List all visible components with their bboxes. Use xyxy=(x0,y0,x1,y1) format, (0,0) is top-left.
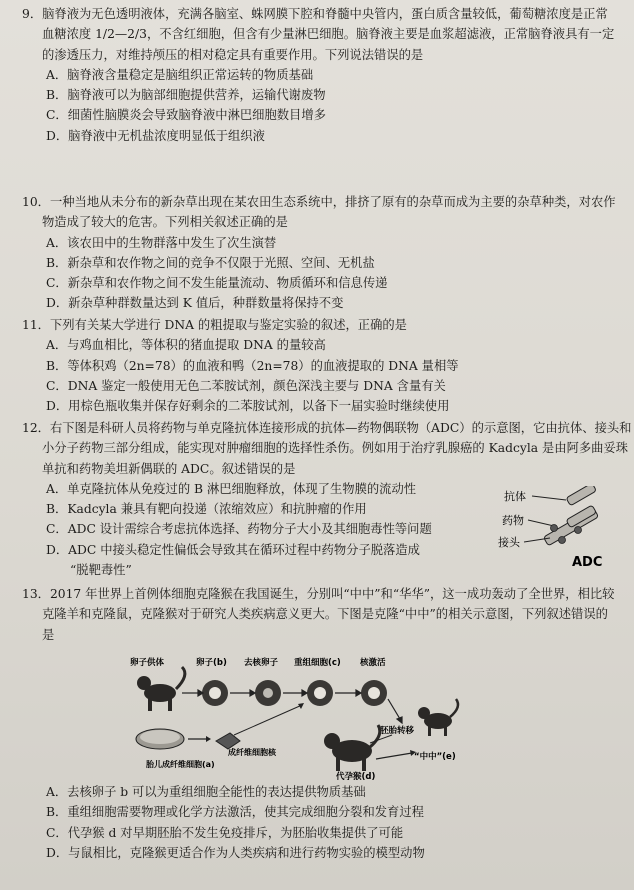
fibroblast-icon xyxy=(216,733,240,749)
label-egg-donor: 卵子供体 xyxy=(130,658,165,668)
petri-dish-icon xyxy=(136,729,184,749)
question-10-option-c: C．新杂草和农作物之间不发生能量流动、物质循环和信息传递 xyxy=(46,276,388,291)
label-fetal-fibroblast: 胎儿成纤维细胞(a) xyxy=(146,760,215,769)
question-11-option-b: B．等体积鸡（2n=78）的血液和鸭（2n=78）的血液提取的 DNA 量相等 xyxy=(46,358,459,373)
label-enucleated-egg: 去核卵子 xyxy=(244,658,279,668)
question-9-option-c: C．细菌性脑膜炎会导致脑脊液中淋巴细胞数目增多 xyxy=(46,108,326,123)
question-9 xyxy=(22,4,618,146)
reconstructed-cell-icon xyxy=(307,680,333,706)
activated-cell-icon xyxy=(361,680,387,706)
label-egg-b: 卵子(b) xyxy=(196,658,227,668)
zhongzhong-monkey-icon xyxy=(418,699,458,736)
question-13-option-c: C．代孕猴 d 对早期胚胎不发生免疫排斥，为胚胎收集提供了可能 xyxy=(46,825,404,840)
question-10-option-d: D．新杂草种群数量达到 K 值后，种群数量将保持不变 xyxy=(46,296,344,311)
label-fibroblast-nucleus: 成纤维细胞核 xyxy=(228,748,276,757)
egg-donor-monkey-icon xyxy=(137,667,185,711)
question-12-option-b: B．Kadcyla 兼具有靶向投递（浓缩效应）和抗肿瘤的作用 xyxy=(46,502,367,517)
question-10-stem: 10．一种当地从未分布的新杂草出现在某农田生态系统中，排挤了原有的杂草而成为主要的杂草种类，对农作物造成了较大的危害。下列相关叙述正确的是 xyxy=(22,195,616,230)
question-11-stem: 11．下列有关某大学进行 DNA 的粗提取与鉴定实验的叙述，正确的是 xyxy=(22,318,407,332)
label-surrogate: 代孕猴(d) xyxy=(336,772,376,780)
antibody-shape xyxy=(543,486,598,546)
egg-b-icon xyxy=(202,680,228,706)
adc-caption: ADC xyxy=(572,555,603,570)
question-13 xyxy=(22,584,618,645)
label-zhongzhong: “中中”(e) xyxy=(414,752,456,762)
question-9-option-a: A．脑脊液含量稳定是脑组织正常运转的物质基础 xyxy=(46,67,314,82)
adc-label-antibody: 抗体 xyxy=(504,490,526,503)
question-13-option-a: A．去核卵子 b 可以为重组细胞全能性的表达提供物质基础 xyxy=(46,785,366,799)
antibody-pointer xyxy=(532,496,566,500)
question-10-option-a: A．该农田中的生物群落中发生了次生演替 xyxy=(46,235,277,250)
question-10-option-b: B．新杂草和农作物之间的竞争不仅限于光照、空间、无机盐 xyxy=(46,255,375,270)
question-13-options xyxy=(22,782,618,863)
label-activation: 核激活 xyxy=(360,658,386,668)
question-13-option-d: D．与鼠相比，克隆猴更适合作为人类疾病和进行药物实验的模型动物 xyxy=(46,845,425,860)
drug-pointer xyxy=(528,520,554,526)
adc-label-drug: 药物 xyxy=(502,514,524,527)
question-13-stem: 13．2017 年世界上首例体细胞克隆猴在我国诞生，分别叫“中中”和“华华”，这一成功轰动了全世界，相比较克隆羊和克隆鼠，克隆猴对于研究人类疾病意义更大。下图是克隆“中中”的相关示意图，下列叙述错误的是 xyxy=(22,587,615,642)
question-9-stem: 9．脑脊液为无色透明液体，充满各脑室、蛛网膜下腔和脊髓中央管内，蛋白质含量较低，葡萄糖浓度是正常血糖浓度 1/2—2/3，不含红细胞，但含有少量淋巴细胞。脑脊液主要是血浆超滤液，正常脑脊液具有一定的渗透压力，对维持颅压的相对稳定具有重要作用。下列说法错误的是 xyxy=(22,7,615,62)
question-9-option-d: D．脑脊液中无机盐浓度明显低于组织液 xyxy=(46,128,265,143)
question-9-option-b: B．脑脊液可以为脑部细胞提供营养，运输代谢废物 xyxy=(46,88,326,103)
adc-label-linker: 接头 xyxy=(498,536,520,549)
question-12-option-d: D．ADC 中接头稳定性偏低会导致其在循环过程中药物分子脱落造成 xyxy=(46,542,420,557)
question-10 xyxy=(22,192,618,314)
cloning-diagram xyxy=(130,655,470,780)
enucleated-egg-icon xyxy=(255,680,281,706)
question-12-option-a: A．单克隆抗体从免疫过的 B 淋巴细胞释放，体现了生物膜的流动性 xyxy=(46,481,417,496)
question-11-option-a: A．与鸡血相比，等体积的猪血提取 DNA 的量较高 xyxy=(46,338,326,353)
question-12-option-d-continued: “脱靶毒性” xyxy=(70,563,132,578)
question-12-stem: 12．右下图是科研人员将药物与单克隆抗体连接形成的抗体—药物偶联物（ADC）的示意图，它由抗体、接头和小分子药物三部分组成，能实现对肿瘤细胞的选择性杀伤。例如用于治疗乳腺癌的 Kadcyla 是由阿多曲妥珠单抗和药物美坦新偶联的 ADC。叙述错误的是 xyxy=(22,421,632,476)
label-reconstructed-cell: 重组细胞(c) xyxy=(294,658,341,668)
label-embryo-transfer: 胚胎转移 xyxy=(380,726,415,736)
adc-diagram xyxy=(470,486,620,576)
question-11 xyxy=(22,315,618,416)
question-13-option-b: B．重组细胞需要物理或化学方法激活，使其完成细胞分裂和发育过程 xyxy=(46,805,424,820)
question-11-option-c: C．DNA 鉴定一般使用无色二苯胺试剂，颜色深浅主要与 DNA 含量有关 xyxy=(46,378,446,393)
question-11-option-d: D．用棕色瓶收集并保存好剩余的二苯胺试剂，以备下一届实验时继续使用 xyxy=(46,399,450,414)
surrogate-monkey-icon xyxy=(324,725,380,771)
question-12-option-c: C．ADC 设计需综合考虑抗体选择、药物分子大小及其细胞毒性等问题 xyxy=(46,522,432,537)
